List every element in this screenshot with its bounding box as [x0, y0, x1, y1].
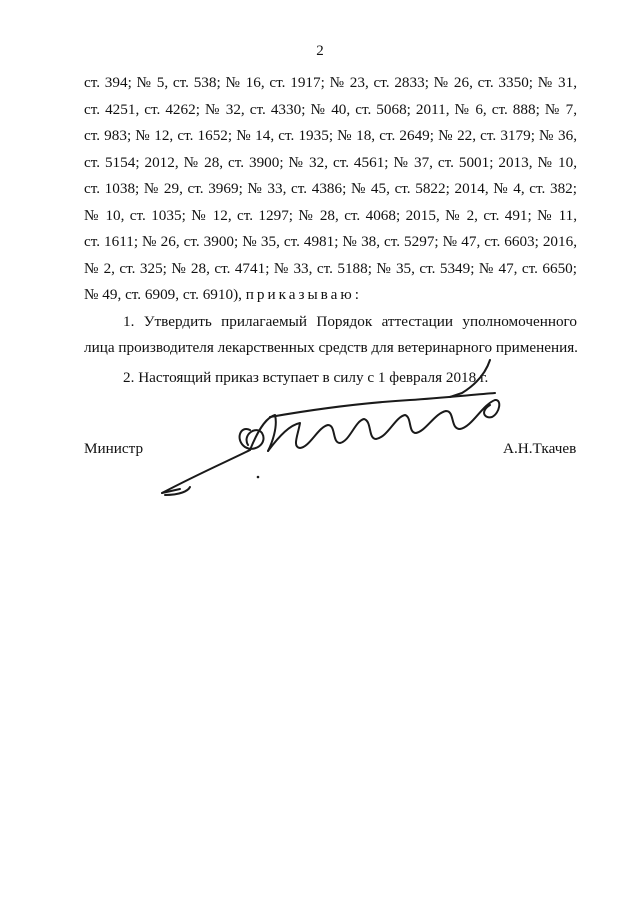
order-item-1: [84, 309, 577, 361]
order-item-1-line-2: лица производителя лекарственных средств для ветеринарного применения.: [84, 339, 578, 356]
position-title: Министр: [84, 440, 144, 457]
paragraph-line: ст. 983; № 12, ст. 1652; № 14, ст. 1935; № 18, ст. 2649; № 22, ст. 3179; № 36,: [84, 127, 577, 144]
paragraph-line: ст. 394; № 5, ст. 538; № 16, ст. 1917; № 23, ст. 2833; № 26, ст. 3350; № 31,: [84, 74, 577, 91]
paragraph-line: ст. 1611; № 26, ст. 3900; № 35, ст. 4981; № 38, ст. 5297; № 47, ст. 6603; 2016,: [84, 233, 577, 250]
legal-references-paragraph: [84, 70, 577, 309]
references-end-text: № 49, ст. 6909, ст. 6910),: [84, 286, 242, 303]
order-item-2: 2. Настоящий приказ вступает в силу с 1 февраля 2018 г.: [123, 369, 489, 386]
paragraph-line: ст. 1038; № 29, ст. 3969; № 33, ст. 4386; № 45, ст. 5822; 2014, № 4, ст. 382;: [84, 180, 577, 197]
paragraph-line-last: [84, 282, 577, 309]
order-word: приказываю:: [245, 286, 362, 303]
paragraph-line: № 2, ст. 325; № 28, ст. 4741; № 33, ст. 5188; № 35, ст. 5349; № 47, ст. 6650;: [84, 259, 577, 277]
paragraph-line: № 10, ст. 1035; № 12, ст. 1297; № 28, ст. 4068; 2015, № 2, ст. 491; № 11,: [84, 206, 577, 224]
paragraph-line: ст. 5154; 2012, № 28, ст. 3900; № 32, ст. 4561; № 37, ст. 5001; 2013, № 10,: [84, 153, 577, 171]
signer-name: А.Н.Ткачев: [503, 440, 577, 457]
order-item-1-line-1: 1. Утвердить прилагаемый Порядок аттестации уполномоченного: [123, 313, 577, 330]
paragraph-line: ст. 4251, ст. 4262; № 32, ст. 4330; № 40, ст. 5068; 2011, № 6, ст. 888; № 7,: [84, 100, 577, 118]
page-number: 2: [316, 43, 324, 59]
handwritten-signature: [150, 355, 530, 505]
